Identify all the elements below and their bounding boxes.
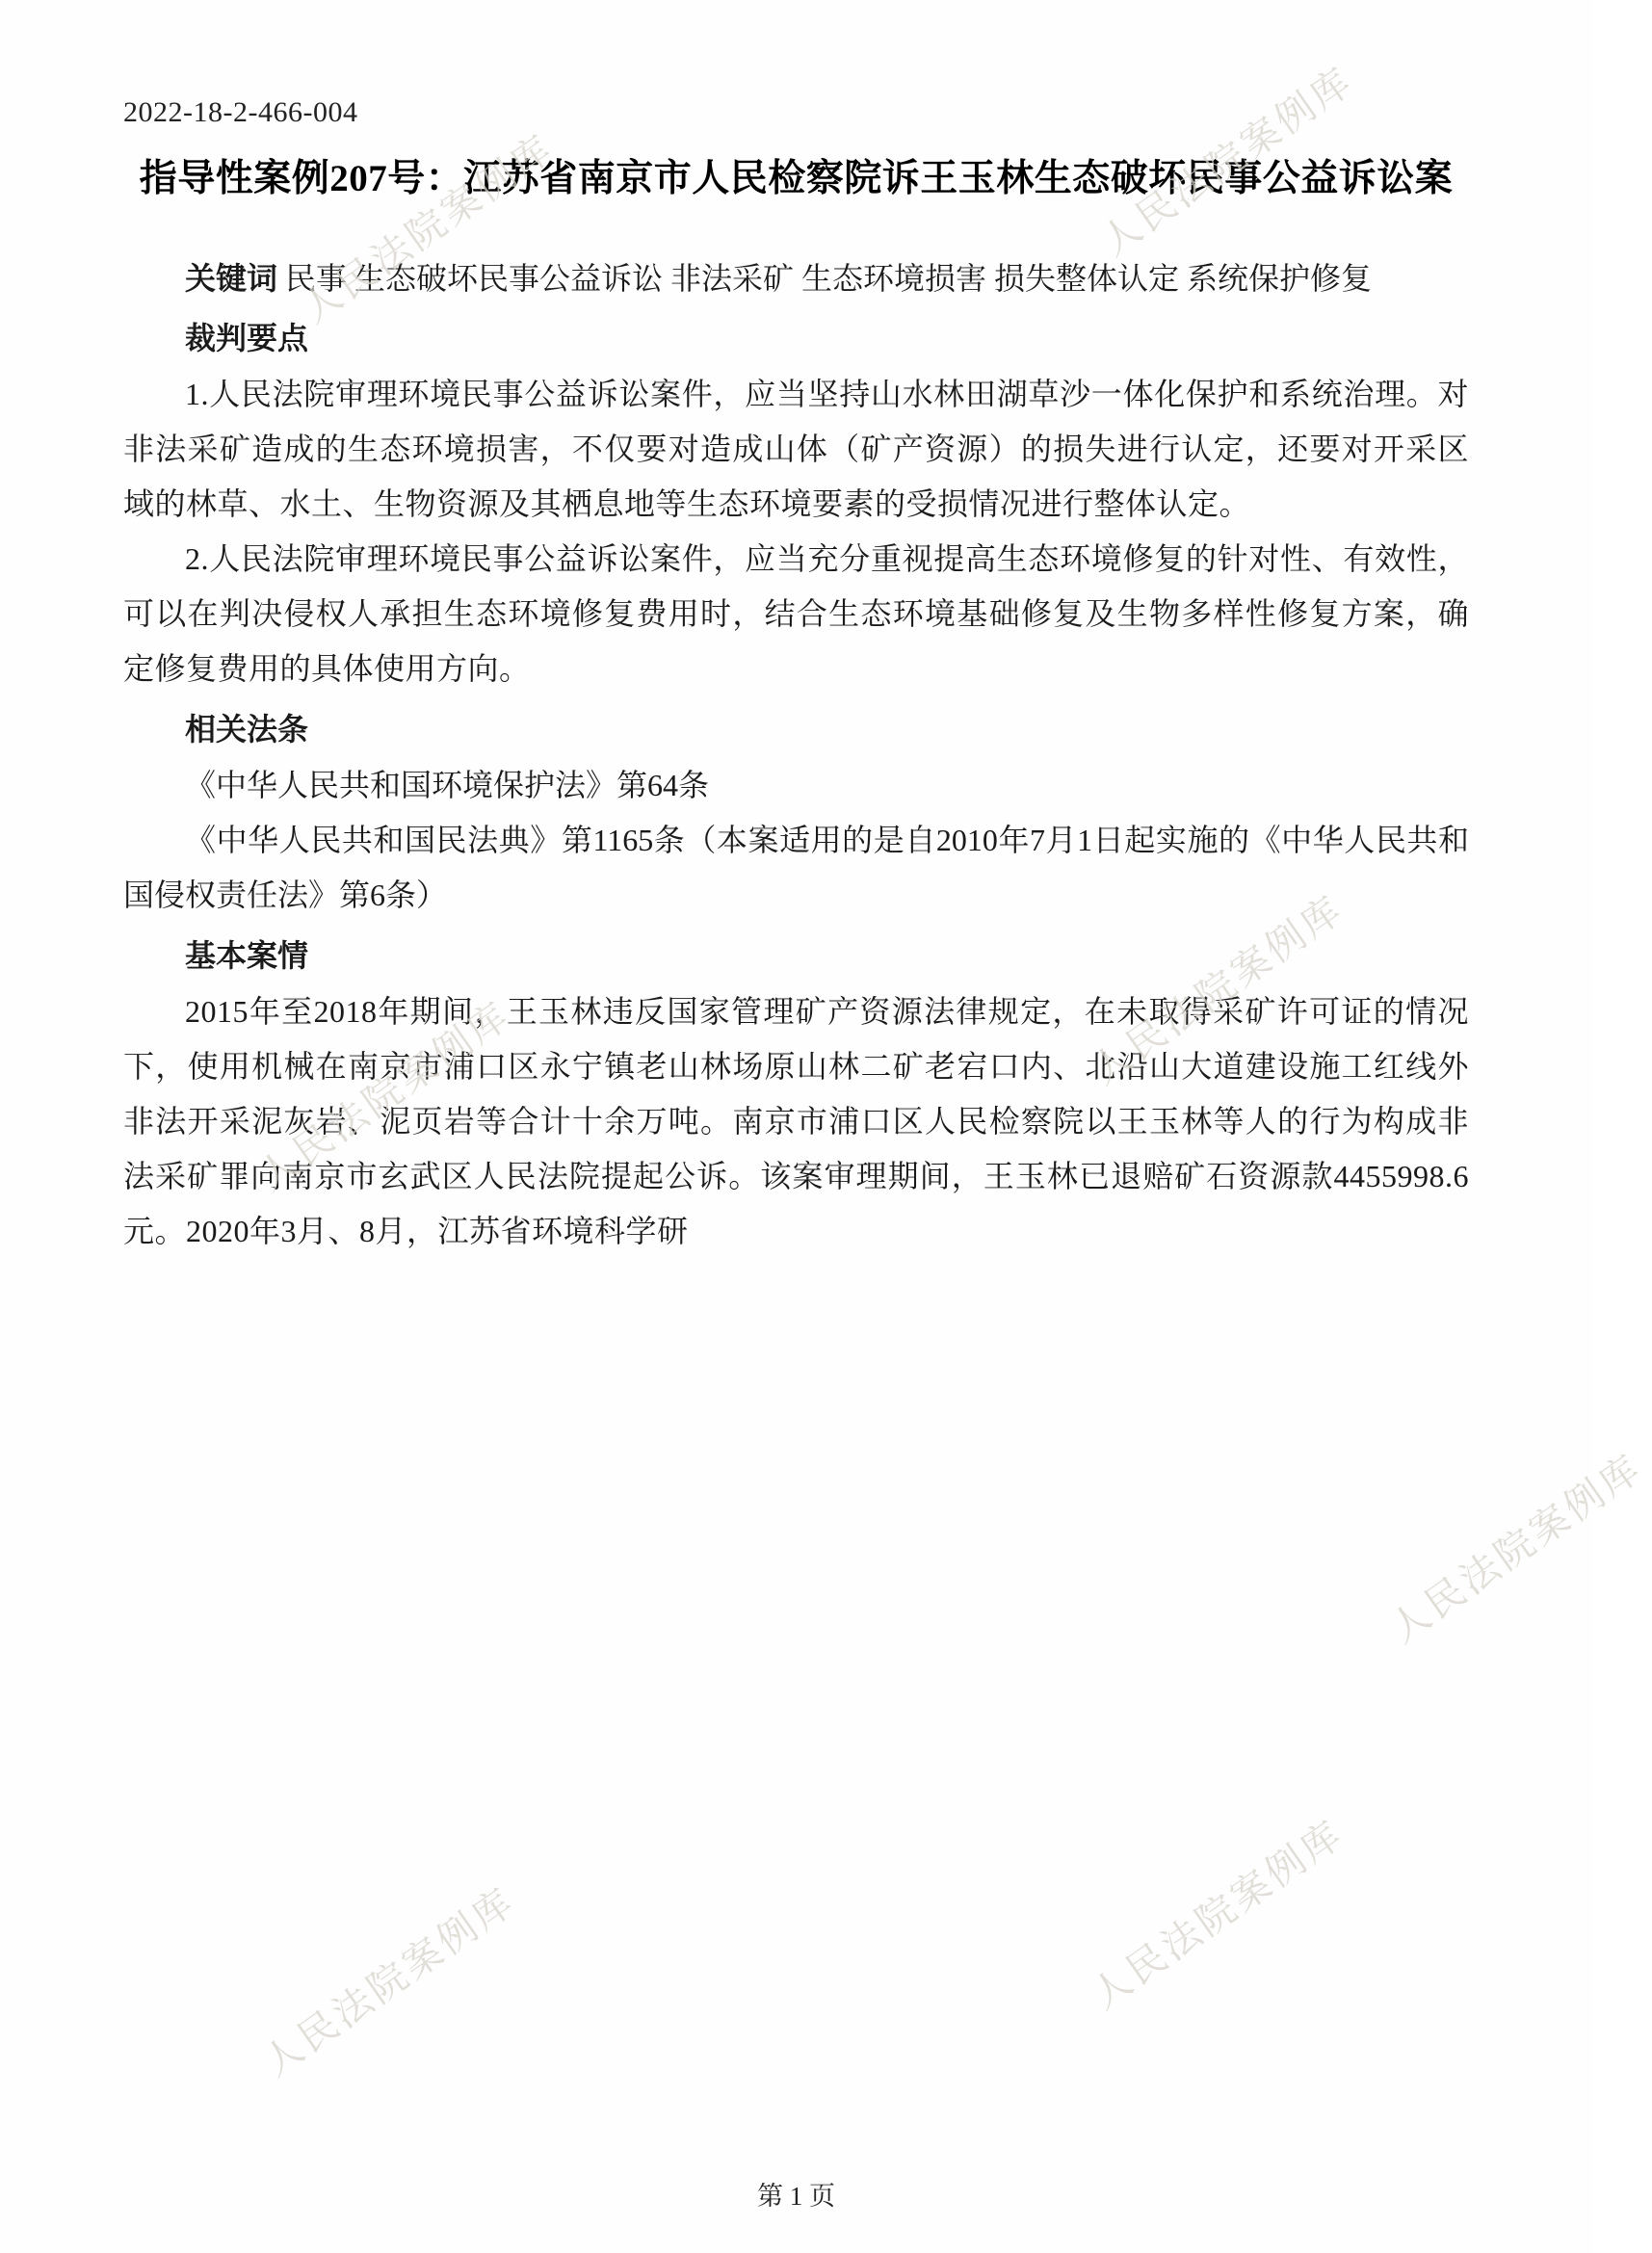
watermark-text: 人民法院案例库 [1084,886,1352,1093]
keywords-label: 关键词 [185,261,278,297]
document-number: 2022-18-2-466-004 [123,96,358,128]
watermark-text: 人民法院案例库 [1382,1445,1651,1652]
watermark-text: 人民法院案例库 [250,992,519,1199]
page-title: 指导性案例207号：江苏省南京市人民检察院诉王玉林生态破坏民事公益诉讼案 [139,158,1454,199]
paragraph-judgment-point-2: 2.人民法院审理环境民事公益诉讼案件，应当充分重视提高生态环境修复的针对性、有效性，可以在判决侵权人承担生态环境修复费用时，结合生态环境基础修复及生物多样性修复方案，确定修复费用的具体使用方向。 [123,541,1469,687]
paragraph-law-2: 《中华人民共和国民法典》第1165条（本案适用的是自2010年7月1日起实施的《中华人民共和国侵权责任法》第6条） [123,823,1469,913]
watermark-text: 人民法院案例库 [255,1878,524,2085]
section-heading-case-facts: 基本案情 [185,938,309,974]
paragraph-judgment-point-1: 1.人民法院审理环境民事公益诉讼案件，应当坚持山水林田湖草沙一体化保护和系统治理。对非法采矿造成的生态环境损害，不仅要对造成山体（矿产资源）的损失进行认定，还要对开采区域的林草、水土、生物资源及其栖息地等生态环境要素的受损情况进行整体认定。 [123,377,1469,522]
section-heading-judgment-points: 裁判要点 [185,321,309,356]
watermark-text: 人民法院案例库 [1084,1811,1352,2018]
keywords-text: 民事 生态破坏民事公益诉讼 非法采矿 生态环境损害 损失整体认定 系统保护修复 [285,261,1373,297]
watermark-text: 人民法院案例库 [1093,58,1362,265]
paragraph-law-1: 《中华人民共和国环境保护法》第64条 [185,768,710,803]
paragraph-case-facts-1: 2015年至2018年期间，王玉林违反国家管理矿产资源法律规定，在未取得采矿许可证的情况下，使用机械在南京市浦口区永宁镇老山林场原山林二矿老宕口内、北沿山大道建设施工红线外非法开采泥灰岩、泥页岩等合计十余万吨。南京市浦口区人民检察院以王玉林等人的行为构成非法采矿罪向南京市玄武区人民法院提起公诉。该案审理期间，王玉林已退赔矿石资源款4455998.6元。2020年3月、8月，江苏省环境科学研 [123,994,1469,1248]
section-heading-related-laws: 相关法条 [185,712,309,747]
page-footer: 第 1 页 [757,2182,835,2211]
watermark-text: 人民法院案例库 [294,125,563,332]
keywords-paragraph [123,252,1469,305]
